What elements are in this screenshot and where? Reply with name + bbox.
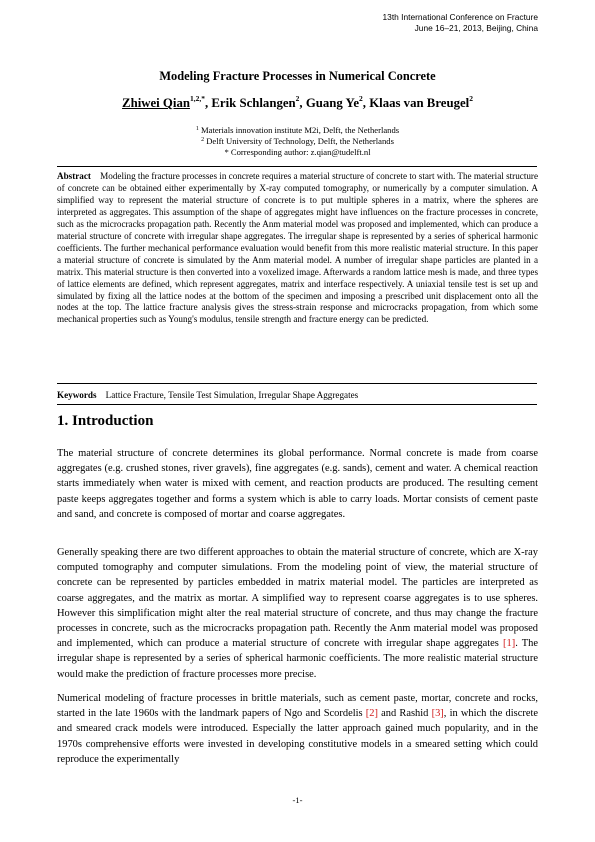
keywords [57, 389, 538, 401]
affiliation-text: Delft University of Technology, Delft, the Netherlands [204, 136, 394, 147]
affiliation-line [0, 125, 595, 136]
abstract-label: Abstract [57, 171, 91, 181]
section-heading: 1. Introduction [57, 413, 154, 429]
paragraph-text: and Rashid [377, 708, 432, 720]
keywords-label: Keywords [57, 390, 97, 400]
keywords-bottom-rule [57, 404, 537, 405]
author-affiliation-mark: 2 [469, 94, 473, 103]
running-header [383, 12, 539, 33]
citation-link[interactable]: [2] [365, 708, 378, 720]
paragraph-text: , in which the discrete and smeared crack models were introduced. Especially the latter approach gained much popularity, and in the 1970s comprehensive efforts were invested in developing constitutive models in a smeared setting which could reproduce the experimentally [57, 708, 538, 765]
affiliation-mark: 2 [201, 137, 205, 144]
affiliations [0, 125, 595, 159]
abstract-text: Modeling the fracture processes in concrete requires a material structure of concrete to start with. The material structure of concrete can be obtained either experimentally by X-ray computed tomography, or numerically by a computer simulation. A simplified way to represent the material structure of concrete is to put multiple spheres in a matrix, where the spheres are interpreted as aggregates. This assumption of the shape of aggregates might have influences on the fracture processes in concrete, such as the microcracks propagation path. Recently the Anm material model was proposed and implemented, which can produce a material structure of concrete with irregular shape aggregates. The irregular shape is represented by a series of spherical harmonic coefficients. The further mechanical performance evaluation would benefit from this more realistic material structure. In this paper a material structure of concrete is simulated by the Anm material model. A number of irregular shape particles are planted in a matrix. This material structure is then converted into a voxelized image. Afterwards a random lattice mesh is made, and three types of lattice elements are defined, which represent aggregates, matrix and interface respectively. A uniaxial tensile test is set up and simulated by fixing all the lattice nodes at the bottom of the specimen and imposing a prescribed unit displacement onto all the nodes at the top. The lattice fracture analysis gives the stress-strain response and microcracks propagation, from which some mechanical properties such as Young's modulus, tensile strength and fracture energy can be predicted. [57, 171, 539, 325]
author-separator: , [362, 96, 370, 110]
intro-paragraph-3 [57, 691, 538, 767]
author-name: Guang Ye [305, 96, 360, 110]
author-affiliation-mark: 1,2,* [189, 94, 205, 103]
keywords-text: Lattice Fracture, Tensile Test Simulation, Irregular Shape Aggregates [105, 390, 359, 400]
intro-paragraph-2 [57, 545, 538, 682]
affiliation-mark: 1 [195, 126, 199, 132]
author-affiliation-mark: 2 [359, 94, 363, 103]
abstract-top-rule [57, 166, 537, 167]
affiliation-line [0, 136, 595, 147]
citation-link[interactable]: [3] [431, 708, 444, 720]
author-list [0, 96, 595, 111]
paragraph-text: Numerical modeling of fracture processes in brittle materials, such as cement paste, mortar, concrete and rocks, started in the late 1960s with the landmark papers of Ngo and Scordelis [57, 693, 538, 720]
author-affiliation-mark: 2 [295, 94, 300, 103]
conference-date-place: June 16–21, 2013, Beijing, China [414, 22, 538, 33]
citation-link[interactable]: [1] [503, 638, 516, 650]
corresponding-author: * Corresponding author: z.qian@tudelft.nl [224, 147, 371, 158]
affiliation-text: Materials innovation institute M2i, Delft, the Netherlands [198, 125, 400, 135]
author-name: Zhiwei Qian [122, 96, 190, 110]
author-name: Erik Schlangen [211, 96, 296, 110]
page-number: -1- [292, 795, 303, 805]
author-name: Klaas van Breugel [369, 96, 470, 110]
paragraph-text: Generally speaking there are two different approaches to obtain the material structure of concrete, which are X-ray computed tomography and computer simulations. From the modeling point of view, the material structure of concrete can be represented by particles embedded in matrix material model. The particles are interpreted as coarse aggregates, and the matrix as mortar. A simplified way to represent coarse aggregates is to use spheres. However this simplification might alter the real material structure of concrete, and thus may change the fracture processes in concrete, such as the microcracks propagation path. Recently the Anm material model was proposed and implemented, which can produce a material structure of concrete with irregular shape aggregates [57, 547, 538, 650]
author-separator: , [204, 96, 212, 110]
abstract-bottom-rule [57, 383, 537, 384]
conference-name: 13th International Conference on Fracture [382, 12, 538, 22]
author-separator: , [299, 96, 306, 110]
intro-paragraph-1: The material structure of concrete determines its global performance. Normal concrete is made from coarse aggregates (e.g. crushed stones, river gravels), fine aggregates (e.g. sands), cement and water. A chemical reaction starts immediately when water is mixed with cement, and reaction products are produced. The resulting cement paste keeps aggregates together and forms a system which is able to carry loads. Mortar consists of cement paste and sand, and concrete is composed of mortar and coarse aggregates. [57, 448, 538, 520]
paragraph-text: . The irregular shape is represented by a series of spherical harmonic coefficients. The more realistic material structure would make the prediction of fracture processes more precise. [57, 638, 538, 680]
paper-title: Modeling Fracture Processes in Numerical Concrete [159, 69, 436, 83]
abstract [57, 171, 538, 326]
